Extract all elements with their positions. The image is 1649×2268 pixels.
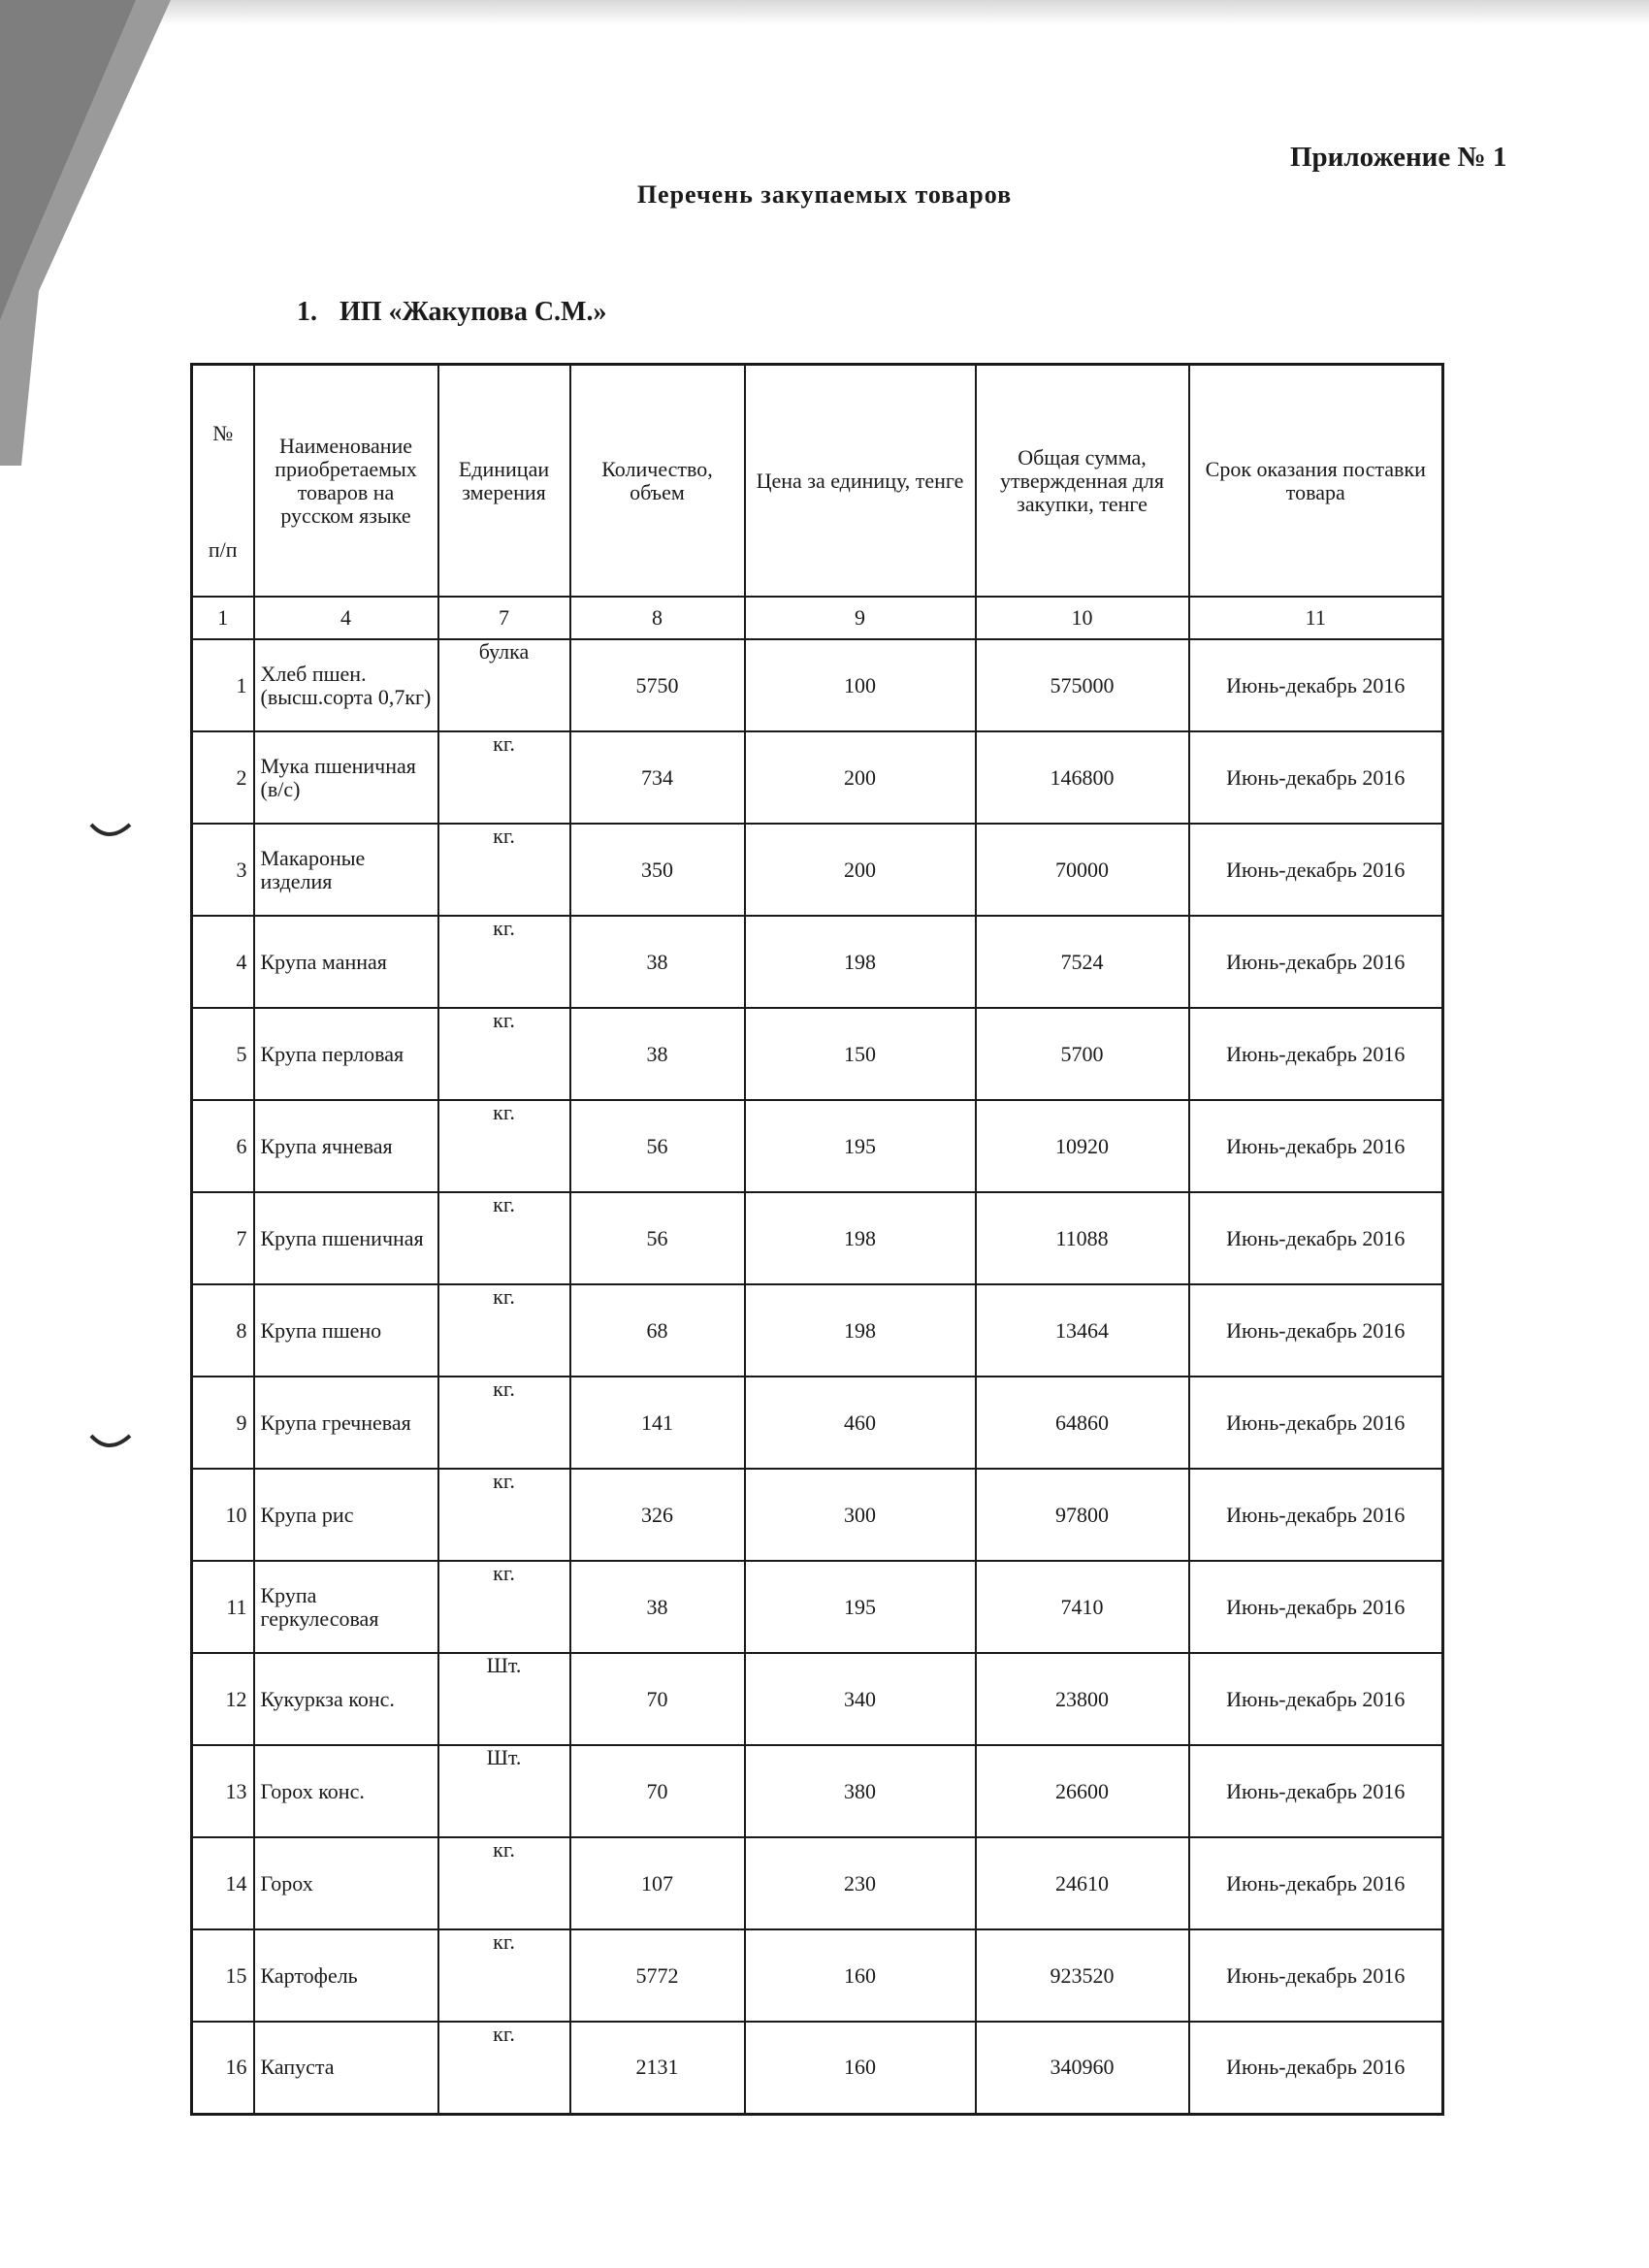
column-index: 10 (976, 597, 1189, 639)
cell-unit: кг. (438, 731, 570, 824)
punch-hole-mark (89, 1432, 132, 1453)
cell-qty: 70 (570, 1745, 745, 1837)
table-row (192, 1008, 1443, 1100)
goods-table (190, 363, 1444, 2116)
cell-term: Июнь-декабрь 2016 (1189, 731, 1443, 824)
header-number-top: № (212, 421, 234, 445)
table-row (192, 1192, 1443, 1284)
cell-number: 16 (192, 2022, 254, 2114)
table-row (192, 1745, 1443, 1837)
cell-term: Июнь-декабрь 2016 (1189, 1192, 1443, 1284)
cell-unit: кг. (438, 1192, 570, 1284)
cell-term: Июнь-декабрь 2016 (1189, 1008, 1443, 1100)
table-row (192, 1284, 1443, 1377)
cell-name: Крупа пшено (254, 1284, 438, 1377)
header-qty: Количество, объем (570, 365, 745, 598)
cell-price: 160 (745, 1929, 976, 2022)
table-row (192, 916, 1443, 1008)
column-index: 1 (192, 597, 254, 639)
table-row (192, 1929, 1443, 2022)
cell-unit: кг. (438, 824, 570, 916)
cell-name: Картофель (254, 1929, 438, 2022)
cell-term: Июнь-декабрь 2016 (1189, 639, 1443, 731)
cell-total: 5700 (976, 1008, 1189, 1100)
header-number-bottom: п/п (208, 537, 238, 562)
cell-unit: кг. (438, 1561, 570, 1653)
cell-total: 23800 (976, 1653, 1189, 1745)
cell-qty: 5750 (570, 639, 745, 731)
cell-number: 2 (192, 731, 254, 824)
table-row (192, 2022, 1443, 2114)
table-row (192, 1377, 1443, 1469)
cell-name: Хлеб пшен. (высш.сорта 0,7кг) (254, 639, 438, 731)
cell-total: 97800 (976, 1469, 1189, 1561)
cell-name: Капуста (254, 2022, 438, 2114)
cell-name: Крупа гречневая (254, 1377, 438, 1469)
column-index: 8 (570, 597, 745, 639)
header-name: Наименование приобретаемых товаров на русском языке (254, 365, 438, 598)
cell-unit: кг. (438, 1008, 570, 1100)
cell-term: Июнь-декабрь 2016 (1189, 1284, 1443, 1377)
cell-total: 24610 (976, 1837, 1189, 1929)
cell-name: Горох конс. (254, 1745, 438, 1837)
cell-price: 100 (745, 639, 976, 731)
cell-unit: кг. (438, 2022, 570, 2114)
column-index: 7 (438, 597, 570, 639)
cell-term: Июнь-декабрь 2016 (1189, 1561, 1443, 1653)
cell-total: 13464 (976, 1284, 1189, 1377)
goods-table-body (192, 639, 1443, 2114)
cell-unit: булка (438, 639, 570, 731)
column-index: 4 (254, 597, 438, 639)
cell-number: 4 (192, 916, 254, 1008)
folded-corner-shadow (0, 0, 213, 466)
cell-term: Июнь-декабрь 2016 (1189, 916, 1443, 1008)
cell-number: 14 (192, 1837, 254, 1929)
cell-price: 300 (745, 1469, 976, 1561)
cell-term: Июнь-декабрь 2016 (1189, 2022, 1443, 2114)
cell-number: 5 (192, 1008, 254, 1100)
cell-unit: Шт. (438, 1745, 570, 1837)
cell-qty: 56 (570, 1100, 745, 1192)
cell-name: Крупа геркулесовая (254, 1561, 438, 1653)
cell-price: 150 (745, 1008, 976, 1100)
table-row (192, 1561, 1443, 1653)
cell-name: Мука пшеничная (в/с) (254, 731, 438, 824)
cell-unit: кг. (438, 1469, 570, 1561)
header-price: Цена за единицу, тенге (745, 365, 976, 598)
cell-qty: 326 (570, 1469, 745, 1561)
cell-price: 198 (745, 1192, 976, 1284)
cell-qty: 70 (570, 1653, 745, 1745)
cell-unit: кг. (438, 1377, 570, 1469)
section-number: 1. (297, 297, 317, 327)
cell-unit: Шт. (438, 1653, 570, 1745)
cell-price: 198 (745, 1284, 976, 1377)
scan-shadow (0, 0, 1649, 25)
cell-price: 340 (745, 1653, 976, 1745)
table-row (192, 731, 1443, 824)
cell-term: Июнь-декабрь 2016 (1189, 1653, 1443, 1745)
cell-price: 380 (745, 1745, 976, 1837)
cell-number: 3 (192, 824, 254, 916)
cell-number: 13 (192, 1745, 254, 1837)
cell-name: Крупа манная (254, 916, 438, 1008)
cell-term: Июнь-декабрь 2016 (1189, 824, 1443, 916)
cell-name: Крупа ячневая (254, 1100, 438, 1192)
cell-term: Июнь-декабрь 2016 (1189, 1745, 1443, 1837)
cell-number: 6 (192, 1100, 254, 1192)
document-title: Перечень закупаемых товаров (636, 180, 1013, 209)
cell-unit: кг. (438, 916, 570, 1008)
column-index: 11 (1189, 597, 1443, 639)
cell-term: Июнь-декабрь 2016 (1189, 1100, 1443, 1192)
cell-number: 12 (192, 1653, 254, 1745)
cell-qty: 734 (570, 731, 745, 824)
cell-total: 11088 (976, 1192, 1189, 1284)
header-number (192, 365, 254, 598)
cell-qty: 141 (570, 1377, 745, 1469)
appendix-label: Приложение № 1 (1290, 142, 1507, 173)
cell-qty: 38 (570, 1561, 745, 1653)
header-unit: Единицаи змерения (438, 365, 570, 598)
cell-term: Июнь-декабрь 2016 (1189, 1377, 1443, 1469)
cell-number: 9 (192, 1377, 254, 1469)
cell-qty: 38 (570, 1008, 745, 1100)
cell-total: 7524 (976, 916, 1189, 1008)
cell-qty: 38 (570, 916, 745, 1008)
cell-qty: 68 (570, 1284, 745, 1377)
column-index-row (192, 597, 1443, 639)
cell-total: 10920 (976, 1100, 1189, 1192)
table-row (192, 1837, 1443, 1929)
cell-number: 7 (192, 1192, 254, 1284)
cell-name: Крупа пшеничная (254, 1192, 438, 1284)
cell-price: 160 (745, 2022, 976, 2114)
cell-total: 146800 (976, 731, 1189, 824)
cell-price: 195 (745, 1561, 976, 1653)
table-row (192, 824, 1443, 916)
table-row (192, 639, 1443, 731)
column-index: 9 (745, 597, 976, 639)
cell-total: 64860 (976, 1377, 1189, 1469)
cell-name: Крупа перловая (254, 1008, 438, 1100)
table-row (192, 1100, 1443, 1192)
cell-total: 26600 (976, 1745, 1189, 1837)
header-term: Срок оказания поставки товара (1189, 365, 1443, 598)
cell-qty: 2131 (570, 2022, 745, 2114)
cell-number: 10 (192, 1469, 254, 1561)
cell-unit: кг. (438, 1837, 570, 1929)
cell-total: 575000 (976, 639, 1189, 731)
cell-price: 195 (745, 1100, 976, 1192)
table-row (192, 1653, 1443, 1745)
cell-price: 230 (745, 1837, 976, 1929)
cell-name: Кукуркза конс. (254, 1653, 438, 1745)
cell-name: Макароные изделия (254, 824, 438, 916)
cell-qty: 5772 (570, 1929, 745, 2022)
cell-price: 198 (745, 916, 976, 1008)
cell-number: 1 (192, 639, 254, 731)
cell-name: Горох (254, 1837, 438, 1929)
section-title: ИП «Жакупова С.М.» (340, 297, 607, 327)
cell-price: 460 (745, 1377, 976, 1469)
cell-total: 7410 (976, 1561, 1189, 1653)
cell-qty: 107 (570, 1837, 745, 1929)
header-total: Общая сумма, утвержденная для закупки, тенге (976, 365, 1189, 598)
cell-unit: кг. (438, 1284, 570, 1377)
cell-qty: 350 (570, 824, 745, 916)
cell-term: Июнь-декабрь 2016 (1189, 1837, 1443, 1929)
table-header-row (192, 365, 1443, 598)
section-heading (297, 297, 607, 328)
table-row (192, 1469, 1443, 1561)
cell-total: 70000 (976, 824, 1189, 916)
cell-term: Июнь-декабрь 2016 (1189, 1929, 1443, 2022)
cell-name: Крупа рис (254, 1469, 438, 1561)
cell-price: 200 (745, 824, 976, 916)
cell-total: 923520 (976, 1929, 1189, 2022)
cell-unit: кг. (438, 1929, 570, 2022)
cell-total: 340960 (976, 2022, 1189, 2114)
cell-number: 15 (192, 1929, 254, 2022)
punch-hole-mark (89, 821, 132, 842)
cell-number: 8 (192, 1284, 254, 1377)
cell-number: 11 (192, 1561, 254, 1653)
cell-term: Июнь-декабрь 2016 (1189, 1469, 1443, 1561)
cell-unit: кг. (438, 1100, 570, 1192)
cell-price: 200 (745, 731, 976, 824)
cell-qty: 56 (570, 1192, 745, 1284)
